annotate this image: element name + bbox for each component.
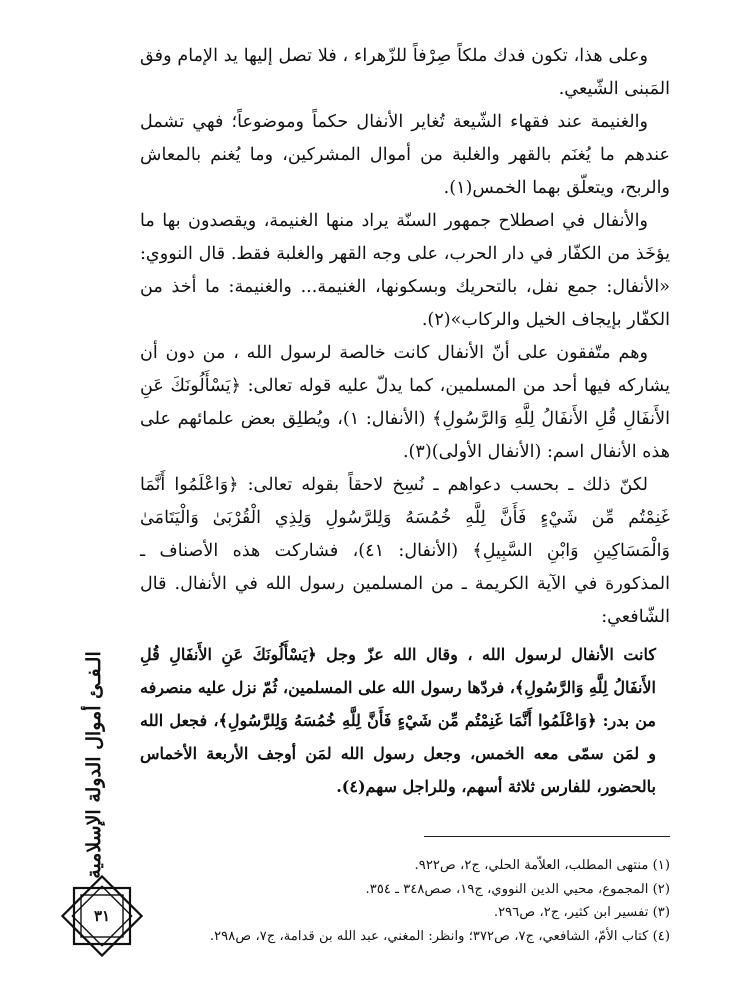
shafii-quote: كانت الأنفال لرسول الله ، وقال الله عزّ وجل ﴿يَسْأَلُونَكَ عَنِ الأَنفَالِ قُلِ الأَنفَالُ لِلَّهِ وَالرَّسُولِ﴾، فردّها رسول الله على المسلمين، ثُمّ نزل عليه منصرفه من بدر: ﴿وَاعْلَمُوا أَنَّمَا غَنِمْتُم مِّن شَيْءٍ فَأَنَّ لِلَّهِ خُمُسَهُ وَلِلرَّسُولِ﴾، فجعل الله و لمَن سمّى معه الخمس، وجعل رسول الله لمَن أوجف الأربعة الأخماس بالحضور، للفارس ثلاثة أسهم، وللراجل سهم(٤).	[140, 645, 656, 796]
paragraph-anfal-sunni: والأنفال في اصطلاح جمهور السنّة يراد منها الغنيمة، ويقصدون بها ما يؤخَذ من الكفّار في دار الحرب، على وجه القهر والغلبة فقط. قال النووي: «الأنفال: جمع نفل، بالتحريك وبسكونها، الغنيمة... والغنيمة: ما أخذ من الكفّار بإيجاف الخيل والركاب»(٢).	[140, 211, 670, 330]
footnote-3: (٣) تفسير ابن كثير، ج٢، ص٢٩٦.	[493, 905, 670, 920]
footnote-2: (٢) المجموع، محيي الدين النووي، ج١٩، صص٣٤٨ ـ ٣٥٤.	[365, 881, 670, 897]
paragraph-naskh: لكنّ ذلك ـ بحسب دعواهم ـ نُسِخ لاحقاً بقوله تعالى: ﴿وَاعْلَمُوا أَنَّمَا غَنِمْتُم مِّن شَيْءٍ فَأَنَّ لِلَّهِ خُمُسَهُ وَلِلرَّسُولِ وَلِذِي الْقُرْبَىٰ وَالْيَتَامَىٰ وَالْمَسَاكِينِ وَابْنِ السَّبِيلِ﴾ (الأنفال: ٤١)، فشاركت هذه الأصناف ـ المذكورة في الآية الكريمة ـ من المسلمين رسول الله في الأنفال. قال الشّافعي:	[140, 475, 670, 627]
running-title-text: الـفـئ أموال الدولة الإسلامية	[82, 651, 105, 879]
footnote-1: (١) منتهى المطلب، العلاّمة الحلي، ج٢، ص٩٢٢.	[414, 858, 670, 873]
footnotes	[140, 854, 670, 948]
paragraph-fadak: وعلى هذا، تكون فدك ملكاً صِرْفاً للزّهراء ، فلا تصل إليها يد الإمام وفق المَبنى الشّيعي.	[140, 46, 670, 99]
page-number-badge	[54, 868, 150, 964]
footnote-4: (٤) كتاب الأمّ، الشافعي، ج٧، ص٣٧٢؛ وانظر: المغني، عبد الله بن قدامة، ج٧، ص٢٩٨.	[209, 928, 670, 944]
footnote-divider	[424, 836, 670, 837]
paragraph-ghanima-shia: والغنيمة عند فقهاء الشّيعة تُغاير الأنفال حكماً وموضوعاً؛ فهي تشمل عندهم ما يُغنَم بالقهر والغلبة من أموال المشركين، وما يُغنم بالمعاش والربح، ويتعلّق بهما الخمس(١).	[140, 112, 670, 198]
main-text	[140, 40, 670, 803]
running-title	[64, 651, 124, 879]
page-number: ٣١	[93, 907, 111, 925]
paragraph-anfal-prophet: وهم متّفقون على أنّ الأنفال كانت خالصة لرسول الله ، من دون أن يشاركه فيها أحد من المسلمين، كما يدلّ عليه قوله تعالى: ﴿يَسْأَلُونَكَ عَنِ الأَنفَالِ قُلِ الأَنفَالُ لِلَّهِ وَالرَّسُولِ﴾ (الأنفال: ١)، ويُطلِق بعض علمائهم على هذه الأنفال اسم: (الأنفال الأولى)(٣).	[140, 343, 670, 462]
